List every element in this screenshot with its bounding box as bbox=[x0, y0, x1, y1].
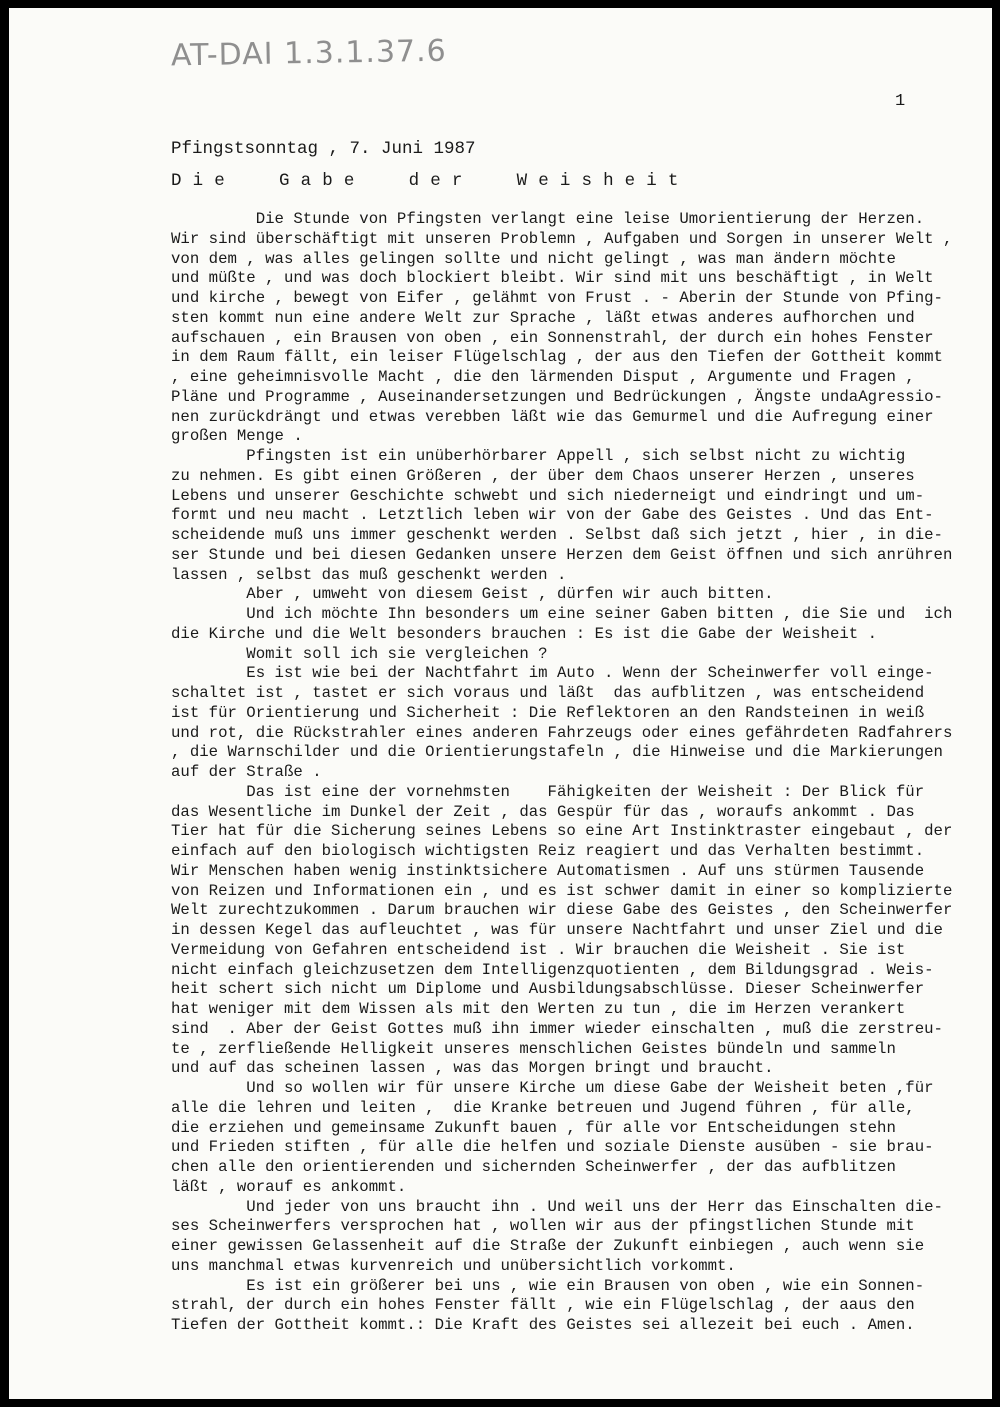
text-line: und kirche , bewegt von Eifer , gelähmt von Frust . - Aberin der Stunde von Pfing- bbox=[171, 289, 943, 307]
text-line: formt und neu macht . Letztlich leben wir von der Gabe des Geistes . Und das Ent- bbox=[171, 506, 934, 525]
text-line: Die Stunde von Pfingsten verlangt eine leise Umorientierung der Herzen. bbox=[171, 210, 925, 228]
text-line: zu nehmen. Es gibt einen Größeren , der über dem Chaos unserer Herzen , unseres bbox=[171, 466, 915, 485]
text-line: das Wesentliche im Dunkel der Zeit , das Gespür für das , woraufs ankommt . Das bbox=[171, 802, 915, 821]
sermon-body bbox=[171, 210, 992, 1336]
text-line: in dessen Kegel das aufleuchtet , was für unsere Nachtfahrt und unser Ziel und die bbox=[171, 921, 943, 939]
text-line: Aber , umweht von diesem Geist , dürfen wir auch bitten. bbox=[171, 585, 774, 604]
sermon-title: D i e G a b e d e r W e i s h e i t bbox=[171, 171, 679, 191]
text-line: uns manchmal etwas kurvenreich und unübersichtlich vorkommt. bbox=[171, 1256, 736, 1275]
text-line: Wir Menschen haben wenig instinktsichere Automatismen . Auf uns stürmen Tausende bbox=[171, 861, 925, 880]
text-line: einfach auf den biologisch wichtigsten Reiz reagiert und das Verhalten bestimmt. bbox=[171, 842, 925, 860]
text-line: einer gewissen Gelassenheit auf die Straße der Zukunft einbiegen , auch wenn sie bbox=[171, 1237, 925, 1255]
text-line: , die Warnschilder und die Orientierungstafeln , die Hinweise und die Markierungen bbox=[171, 743, 943, 762]
text-line: nen zurückdrängt und etwas verebben läßt wie das Gemurmel und die Aufregung einer bbox=[171, 407, 934, 426]
text-line: aufschauen , ein Brausen von oben , ein Sonnenstrahl, der durch ein hohes Fenster bbox=[171, 328, 934, 347]
text-line: heit schert sich nicht um Diplome und Ausbildungsabschlüsse. Dieser Scheinwerfer bbox=[171, 980, 925, 999]
text-line: von Reizen und Informationen ein , und es ist schwer damit in einer so komplizierte bbox=[171, 881, 953, 900]
text-line: ser Stunde und bei diesen Gedanken unsere Herzen dem Geist öffnen und sich anrühren bbox=[171, 545, 953, 564]
text-line: großen Menge . bbox=[171, 427, 303, 446]
text-line: auf der Straße . bbox=[171, 763, 322, 781]
text-line: Vermeidung von Gefahren entscheidend ist . Wir brauchen die Weisheit . Sie ist bbox=[171, 940, 906, 959]
text-line: die erziehen und gemeinsame Zukunft bauen , für alle vor Entscheidungen stehn bbox=[171, 1118, 896, 1137]
text-line: ses Scheinwerfers versprochen hat , wollen wir aus der pfingstlichen Stunde mit bbox=[171, 1217, 915, 1236]
text-line: von dem , was alles gelingen sollte und nicht gelingt , was man ändern möchte bbox=[171, 249, 896, 268]
page-number: 1 bbox=[895, 92, 906, 111]
text-line: die Kirche und die Welt besonders brauchen : Es ist die Gabe der Weisheit . bbox=[171, 624, 878, 643]
text-line: ist für Orientierung und Sicherheit : Die Reflektoren an den Randsteinen in weiß bbox=[171, 703, 925, 722]
document-page bbox=[9, 8, 992, 1399]
text-line: sind . Aber der Geist Gottes muß ihn immer wieder einschalten , muß die zerstreu- bbox=[171, 1019, 943, 1038]
text-line: alle die lehren und leiten , die Kranke betreuen und Jugend führen , für alle, bbox=[171, 1098, 915, 1117]
text-line: und müßte , und was doch blockiert bleibt. Wir sind mit uns beschäftigt , in Welt bbox=[171, 269, 934, 288]
text-line: Pfingsten ist ein unüberhörbarer Appell , sich selbst nicht zu wichtig bbox=[171, 447, 906, 465]
text-line: nicht einfach gleichzusetzen dem Intelligenzquotienten , dem Bildungsgrad . Weis- bbox=[171, 960, 934, 979]
text-line: und Frieden stiften , für alle die helfen und soziale Dienste ausüben - sie brau- bbox=[171, 1138, 934, 1157]
text-line: chen alle den orientierenden und sichernden Scheinwerfer , der das aufblitzen bbox=[171, 1158, 896, 1176]
text-line: Und jeder von uns braucht ihn . Und weil uns der Herr das Einschalten die- bbox=[171, 1197, 943, 1216]
text-line: Lebens und unserer Geschichte schwebt und sich niederneigt und eindringt und um- bbox=[171, 486, 925, 505]
text-line: Es ist ein größerer bei uns , wie ein Brausen von oben , wie ein Sonnen- bbox=[171, 1276, 925, 1295]
text-line: in dem Raum fällt, ein leiser Flügelschlag , der aus den Tiefen der Gottheit kommt bbox=[171, 348, 943, 367]
text-line: schaltet ist , tastet er sich voraus und läßt das aufblitzen , was entscheidend bbox=[171, 684, 925, 702]
text-line: strahl, der durch ein hohes Fenster fällt , wie ein Flügelschlag , der aaus den bbox=[171, 1296, 915, 1315]
text-line: und auf das scheinen lassen , was das Morgen bringt und braucht. bbox=[171, 1059, 774, 1078]
text-line: te , zerfließende Helligkeit unseres menschlichen Geistes bündeln und sammeln bbox=[171, 1039, 896, 1058]
text-line: Und ich möchte Ihn besonders um eine seiner Gaben bitten , die Sie und ich bbox=[171, 605, 953, 623]
text-line: hat weniger mit dem Wissen als mit den Werten zu tun , die im Herzen verankert bbox=[171, 1000, 906, 1018]
text-line: läßt , worauf es ankommt. bbox=[171, 1177, 407, 1196]
text-line: scheidende muß uns immer geschenkt werden . Selbst daß sich jetzt , hier , in die- bbox=[171, 526, 943, 544]
text-line: Und so wollen wir für unsere Kirche um diese Gabe der Weisheit beten ,für bbox=[171, 1079, 934, 1097]
text-line: Tier hat für die Sicherung seines Lebens so eine Art Instinktraster eingebaut , der bbox=[171, 822, 953, 841]
text-line: Wir sind überschäftigt mit unseren Problemn , Aufgaben und Sorgen in unserer Welt , bbox=[171, 229, 953, 248]
text-line: Welt zurechtzukommen . Darum brauchen wir diese Gabe des Geistes , den Scheinwerfer bbox=[171, 901, 953, 920]
archive-signature: AT-DAI 1.3.1.37.6 bbox=[170, 33, 448, 74]
text-line: , eine geheimnisvolle Macht , die den lärmenden Disput , Argumente und Fragen , bbox=[171, 368, 915, 386]
text-line: Es ist wie bei der Nachtfahrt im Auto . Wenn der Scheinwerfer voll einge- bbox=[171, 664, 934, 683]
text-line: und rot, die Rückstrahler eines anderen Fahrzeugs oder eines gefährdeten Radfahrers bbox=[171, 723, 953, 742]
text-line: Das ist eine der vornehmsten Fähigkeiten der Weisheit : Der Blick für bbox=[171, 782, 925, 801]
text-line: sten kommt nun eine andere Welt zur Sprache , läßt etwas anderes aufhorchen und bbox=[171, 308, 915, 327]
text-line: lassen , selbst das muß geschenkt werden . bbox=[171, 565, 567, 584]
text-line: Pläne und Programme , Auseinandersetzungen und Bedrückungen , Ängste undaAgressio- bbox=[171, 387, 943, 406]
text-line: Tiefen der Gottheit kommt.: Die Kraft des Geistes sei allezeit bei euch . Amen. bbox=[171, 1316, 915, 1334]
date-heading: Pfingstsonntag , 7. Juni 1987 bbox=[171, 139, 476, 159]
text-line: Womit soll ich sie vergleichen ? bbox=[171, 644, 548, 663]
